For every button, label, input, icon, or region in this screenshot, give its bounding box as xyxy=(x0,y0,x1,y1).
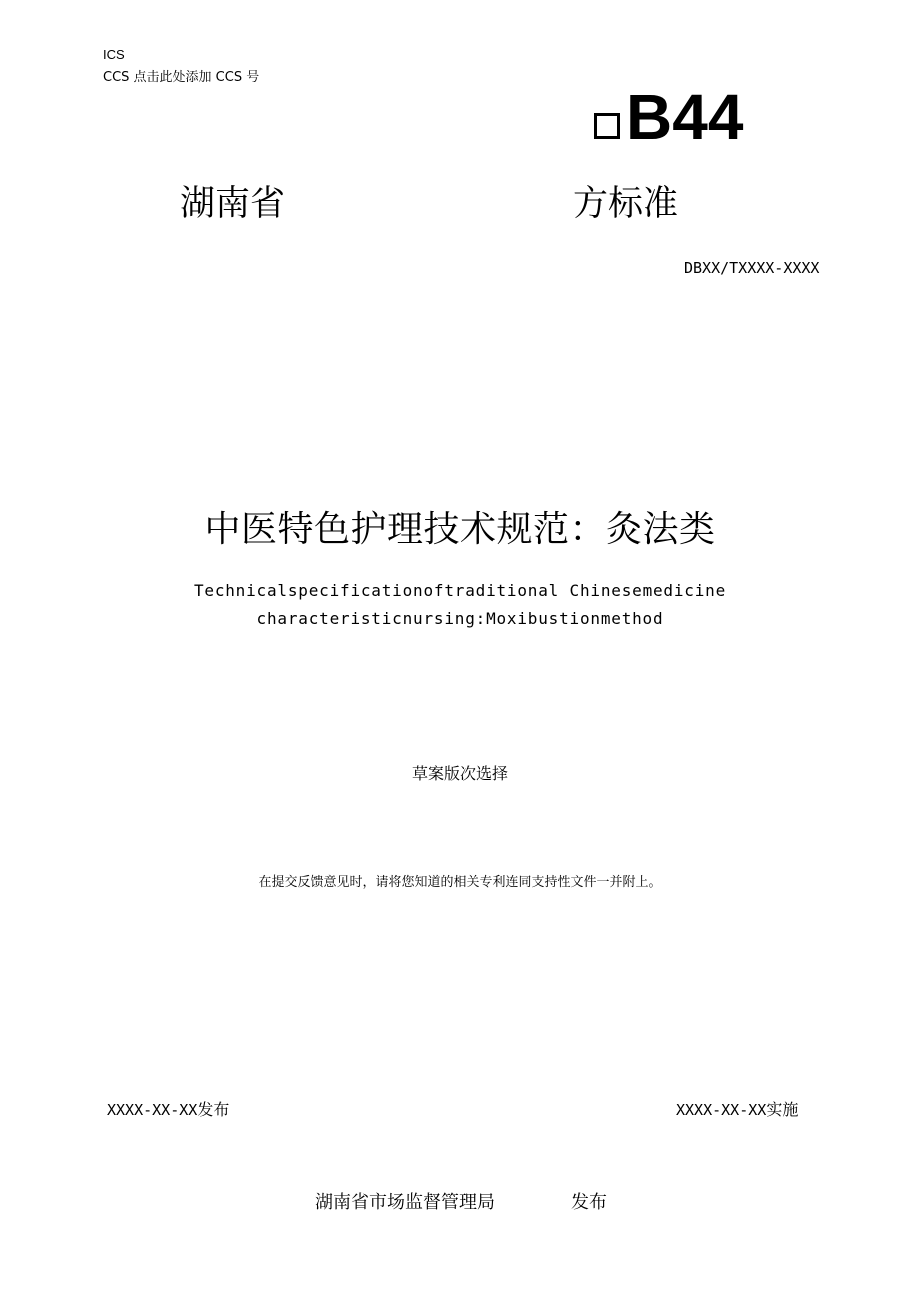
province-title-right: 方标准 xyxy=(573,184,679,224)
release-date: XXXX-XX-XX xyxy=(107,1101,198,1119)
province-title-left: 湖南省 xyxy=(180,184,286,224)
document-title-chinese: 中医特色护理技术规范：灸法类 xyxy=(204,509,716,550)
issue-label: 发布 xyxy=(571,1192,607,1213)
ccs-label[interactable]: CCS 点击此处添加 CCS 号 xyxy=(103,70,260,85)
document-title-english-line1: Technicalspecificationoftraditional Chinesemedicine xyxy=(193,581,727,600)
implement-label: 实施 xyxy=(766,1100,799,1119)
patent-notice: 在提交反馈意见时，请将您知道的相关专利连同支持性文件一并附上。 xyxy=(258,875,662,890)
implement-date: XXXX-XX-XX xyxy=(676,1101,767,1119)
release-date-line xyxy=(107,1099,229,1121)
standard-code xyxy=(594,82,743,152)
issuing-authority: 湖南省市场监督管理局 xyxy=(315,1192,495,1213)
ics-label: ICS xyxy=(103,47,125,62)
draft-version-selector[interactable]: 草案版次选择 xyxy=(411,764,508,783)
implement-date-line xyxy=(676,1099,798,1121)
document-number: DBXX/TXXXX-XXXX xyxy=(684,259,820,277)
document-title-english-line2: characteristicnursing:Moxibustionmethod xyxy=(256,609,664,628)
standard-code-text: B44 xyxy=(626,81,744,153)
release-label: 发布 xyxy=(197,1100,230,1119)
checkbox-icon xyxy=(594,113,620,139)
